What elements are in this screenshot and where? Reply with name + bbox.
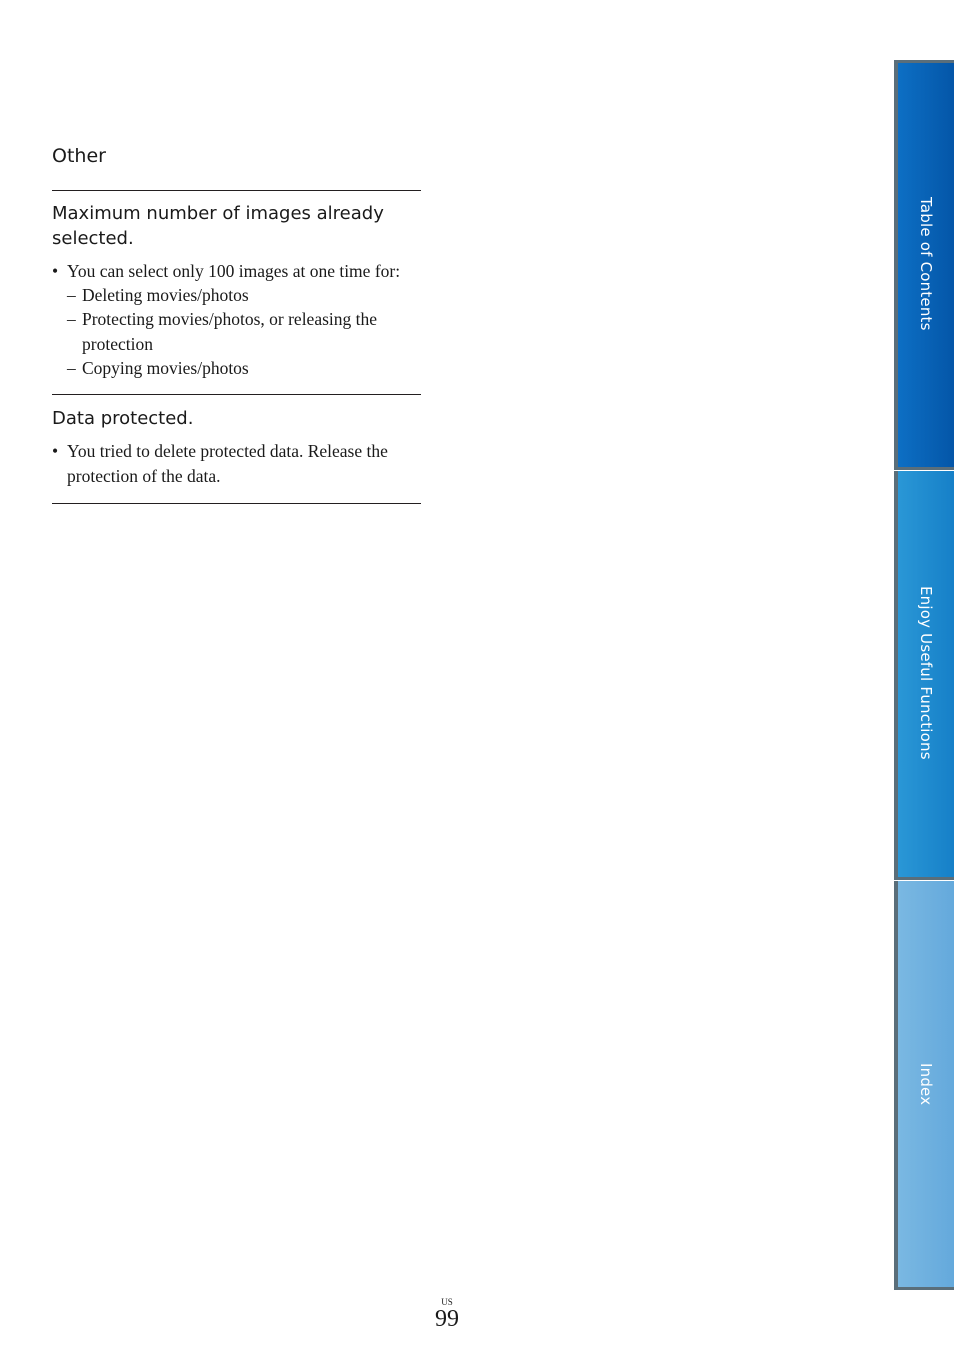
entry-heading-max-images: Maximum number of images already selected. — [52, 203, 384, 249]
bullet-item — [52, 259, 427, 284]
bullet-text: You tried to delete protected data. Release the protection of the data. — [67, 441, 388, 486]
region-code: US — [441, 1297, 453, 1307]
bullet-icon: • — [52, 261, 59, 281]
sub-item-text: Deleting movies/photos — [82, 285, 249, 305]
bullet-text: You can select only 100 images at one time for: — [67, 261, 401, 281]
dash-icon: – — [67, 285, 76, 305]
entry-heading-data-protected: Data protected. — [52, 408, 194, 429]
sub-item — [67, 307, 427, 356]
tab-index[interactable] — [894, 881, 954, 1290]
page-number-value: 99 — [435, 1306, 459, 1332]
divider — [52, 190, 421, 191]
sub-item — [67, 356, 427, 381]
divider — [52, 394, 421, 395]
tab-label: Enjoy Useful Functions — [917, 586, 935, 760]
dash-icon: – — [67, 309, 76, 329]
sub-item-text: Protecting movies/photos, or releasing the protection — [82, 309, 378, 354]
bullet-icon: • — [52, 441, 59, 461]
sub-item-text: Copying movies/photos — [82, 358, 249, 378]
page-number — [420, 1297, 474, 1331]
divider — [52, 503, 421, 504]
tab-enjoy-useful-functions[interactable] — [894, 471, 954, 880]
section-title: Other — [52, 145, 106, 167]
sub-item — [67, 283, 427, 308]
tab-label: Index — [917, 1063, 935, 1106]
tab-label: Table of Contents — [917, 197, 935, 331]
dash-icon: – — [67, 358, 76, 378]
tab-table-of-contents[interactable] — [894, 60, 954, 470]
bullet-item — [52, 439, 421, 488]
